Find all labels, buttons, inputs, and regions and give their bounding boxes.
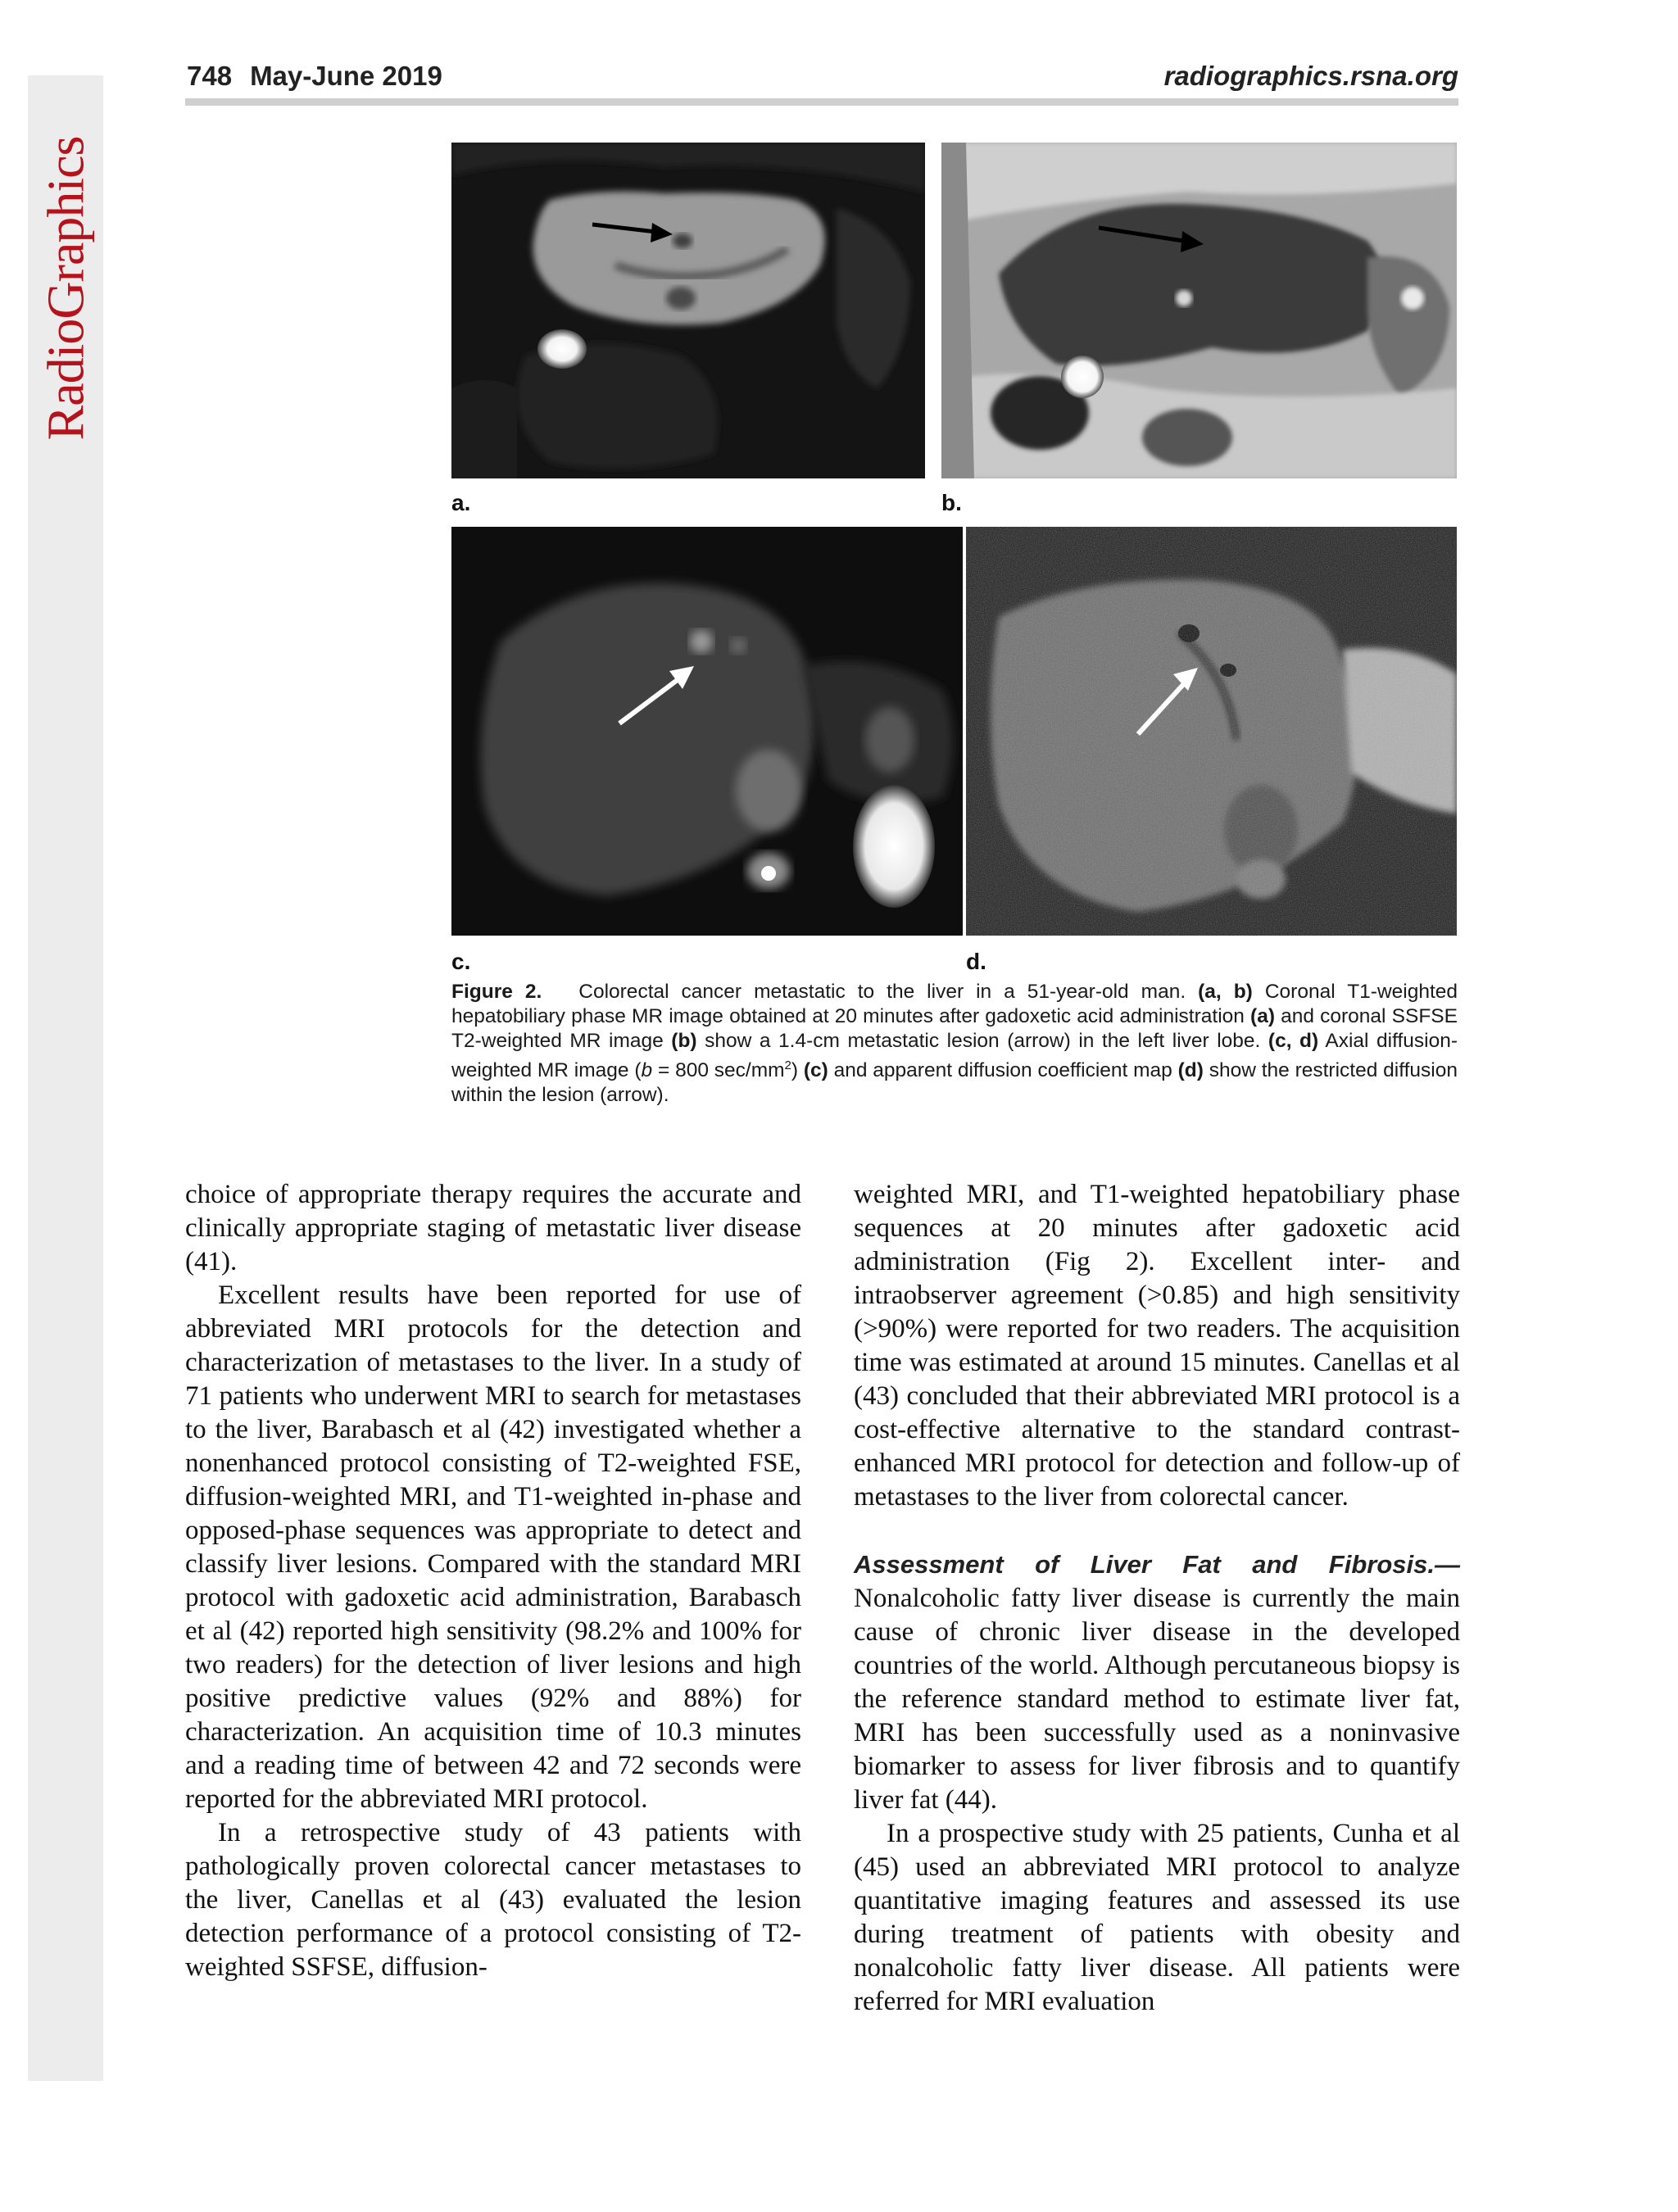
mr-image-d	[966, 527, 1457, 936]
paragraph: In a retrospective study of 43 patients with pathologically proven colorectal cancer metastases to the liver, Canellas et al (43) evaluated the lesion detection performance of a protocol consisting of T2-weighted SSFSE, diffusion-	[185, 1818, 801, 1982]
caption-label: Figure 2.	[451, 981, 542, 1003]
caption-b-variable: b	[641, 1059, 653, 1082]
caption-ref: (b)	[671, 1030, 697, 1052]
panel-label-d: d.	[966, 949, 986, 974]
caption-text: show the restricted diffusion within the lesion (arrow).	[451, 1059, 1458, 1107]
section-heading: Assessment of Liver Fat and Fibrosis.—	[854, 1550, 1460, 1579]
paragraph: Excellent results have been reported for use of abbreviated MRI protocols for the detection and characterization of metastases to the liver. In a study of 71 patients who underwent MRI to search for metastases to the liver, Barabasch et al (42) investigated whether a nonenhanced protocol consisting of T2-weighted FSE, diffusion-weighted MRI, and T1-weighted in-phase and opposed-phase sequences was appropriate to detect and classify liver lesions. Compared with the standard MRI protocol with gadoxetic acid administration, Barabasch et al (42) reported high sensitivity (98.2% and 100% for two readers) for the detection of liver lesions and high positive predictive values (92% and 88%) for characterization. An acquisition time of 10.3 minutes and a reading time of between 42 and 72 seconds were reported for the abbreviated MRI protocol.	[185, 1281, 801, 1814]
figure-panel-b	[941, 143, 1457, 478]
caption-superscript: 2	[784, 1058, 791, 1072]
caption-text: )	[791, 1059, 799, 1082]
journal-logo-text: RadioGraphics	[36, 136, 94, 441]
panel-label-c: c.	[451, 949, 471, 974]
paragraph-text: Nonalcoholic fatty liver disease is currently the main cause of chronic liver disease in the developed countries of the world. Although percutaneous biopsy is the reference standard method to estimate liver fat, MRI has been successfully used as a noninvasive biomarker to assess for liver fibrosis and to quantify liver fat (44).	[854, 1584, 1460, 1815]
issue-date: May-June 2019	[250, 61, 442, 91]
caption-ref: (c, d)	[1268, 1030, 1319, 1052]
caption-text: show a 1.4-cm metastatic lesion (arrow) in the left liver lobe.	[705, 1030, 1261, 1052]
figure-caption	[451, 980, 1458, 1108]
section-paragraph	[854, 1548, 1460, 1817]
running-header-left	[187, 61, 442, 92]
figure-panel-c	[451, 527, 963, 936]
body-column-right	[854, 1178, 1460, 2019]
mr-image-c	[451, 527, 963, 936]
body-column-left	[185, 1178, 801, 1984]
panel-label-b: b.	[941, 490, 962, 515]
caption-text: and apparent diffusion coefficient map	[833, 1059, 1172, 1082]
journal-side-logo	[28, 75, 103, 501]
caption-ref: (d)	[1177, 1059, 1204, 1082]
journal-website: radiographics.rsna.org	[1163, 61, 1458, 91]
page-number: 748	[187, 61, 233, 91]
figure-panel-d	[966, 527, 1457, 936]
caption-ref: (a)	[1250, 1005, 1275, 1027]
paragraph: weighted MRI, and T1-weighted hepatobiliary phase sequences at 20 minutes after gadoxetic acid administration (Fig 2). Excellent inter- and intraobserver agreement (>0.85) and high sensitivity (>90%) were reported for two readers. The acquisition time was estimated at around 15 minutes. Canellas et al (43) concluded that their abbreviated MRI protocol is a cost-effective alternative to the standard contrast-enhanced MRI protocol for detection and follow-up of metastases to the liver from colorectal cancer.	[854, 1180, 1460, 1512]
caption-text: Axial diffusion-weighted MR image (	[451, 1030, 1458, 1082]
caption-text: Coronal T1-weighted hepatobiliary phase MR image obtained at 20 minutes after gadoxetic acid administration	[451, 981, 1458, 1027]
caption-text: and coronal SSFSE T2-weighted MR image	[451, 1005, 1458, 1052]
caption-ref: (a, b)	[1198, 981, 1253, 1003]
caption-ref: (c)	[803, 1059, 828, 1082]
panel-label-a: a.	[451, 490, 471, 515]
figure-panel-a	[451, 143, 925, 478]
mr-image-a	[451, 143, 925, 478]
paragraph: In a prospective study with 25 patients, Cunha et al (45) used an abbreviated MRI protocol to analyze quantitative imaging features and assessed its use during treatment of patients with obesity and nonalcoholic fatty liver disease. All patients were referred for MRI evaluation	[854, 1819, 1460, 2016]
mr-image-b	[941, 143, 1457, 478]
caption-text: Colorectal cancer metastatic to the liver in a 51-year-old man.	[578, 981, 1186, 1003]
paragraph: choice of appropriate therapy requires the accurate and clinically appropriate staging of metastatic liver disease (41).	[185, 1180, 801, 1276]
header-rule	[185, 98, 1458, 106]
caption-text: = 800 sec/mm	[652, 1059, 785, 1082]
